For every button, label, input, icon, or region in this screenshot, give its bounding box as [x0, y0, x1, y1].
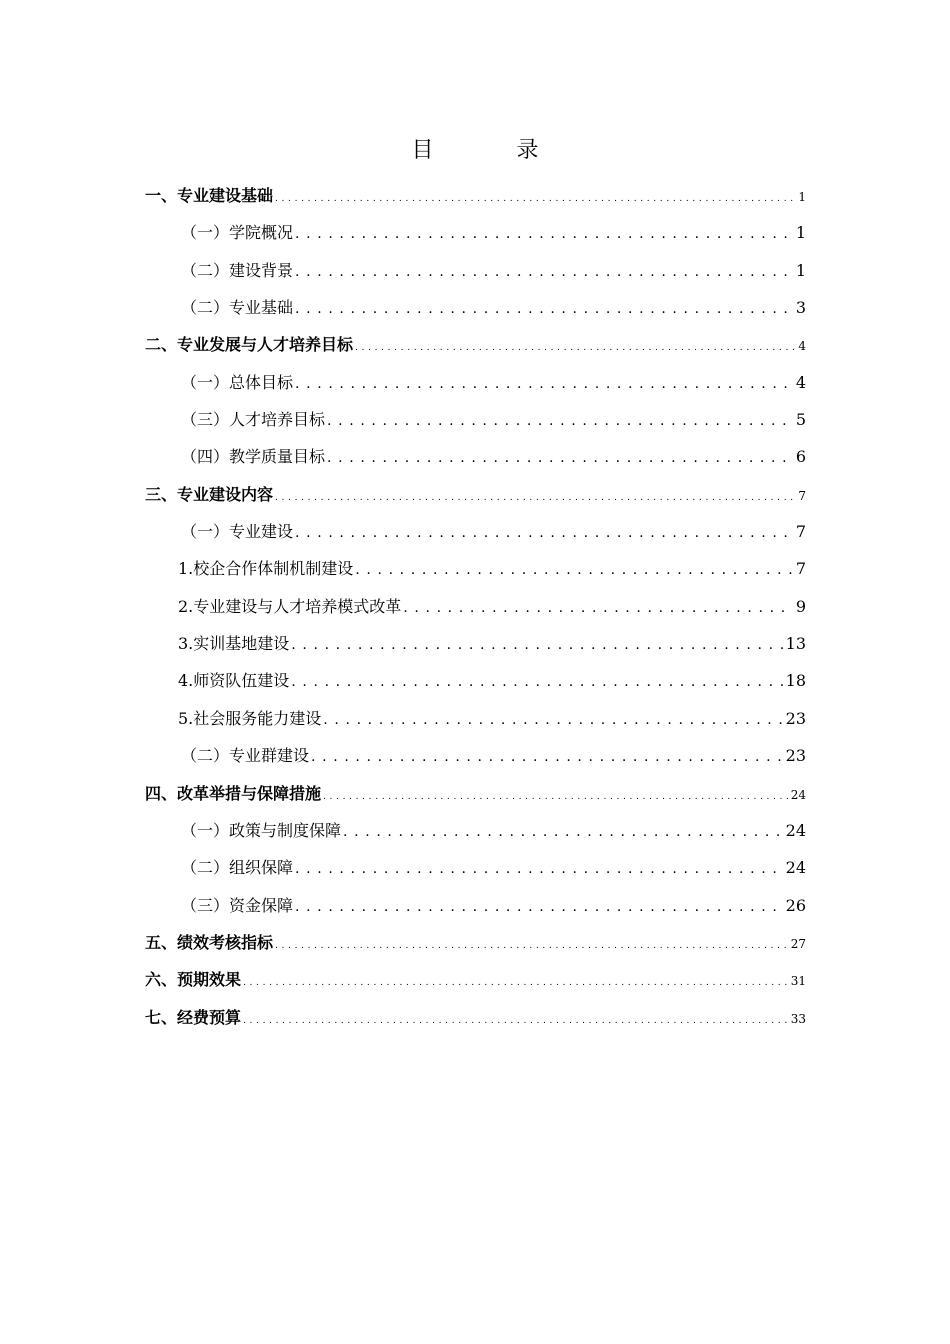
dot-leader — [295, 889, 783, 926]
toc-entry-page: 1 — [795, 223, 806, 243]
toc-entry-label: 一、专业建设基础 — [145, 186, 274, 205]
toc-entry-label: 四、改革举措与保障措施 — [145, 783, 322, 803]
dot-leader — [295, 366, 793, 403]
toc-entry-label: 4.师资队伍建设 — [178, 671, 290, 691]
dot-leader — [275, 928, 788, 965]
toc-entry[interactable] — [145, 513, 806, 550]
toc-entry-page: 23 — [785, 708, 806, 728]
dot-leader — [243, 965, 788, 1002]
toc-entry[interactable] — [145, 364, 806, 401]
toc-entry[interactable] — [145, 177, 806, 214]
dot-leader — [355, 330, 795, 367]
toc-entry-label: 2.专业建设与人才培养模式改革 — [178, 596, 402, 616]
dot-leader — [243, 1003, 788, 1040]
toc-entry-label: （三）人才培养目标 — [181, 410, 326, 430]
toc-entry[interactable] — [145, 588, 806, 625]
toc-entry-page: 27 — [790, 936, 806, 951]
toc-entry[interactable] — [145, 700, 806, 737]
toc-entry[interactable] — [145, 438, 806, 475]
toc-entry-page: 5 — [795, 410, 806, 430]
toc-entry[interactable] — [145, 214, 806, 251]
toc-entry[interactable] — [145, 252, 806, 289]
toc-entry-page: 24 — [790, 787, 806, 802]
toc-entry-page: 24 — [785, 858, 806, 878]
dot-leader — [275, 480, 795, 517]
dot-leader — [343, 814, 783, 851]
dot-leader — [295, 216, 793, 253]
toc-entry-label: 七、经费预算 — [145, 1007, 242, 1027]
toc-entry-page: 13 — [785, 634, 806, 654]
toc-entry-label: （一）政策与制度保障 — [181, 820, 342, 840]
toc-entry[interactable] — [145, 924, 806, 961]
toc-entry-page: 7 — [798, 488, 806, 503]
toc-entry[interactable] — [145, 401, 806, 438]
toc-entry-label: 3.实训基地建设 — [178, 634, 290, 654]
toc-entry-page: 26 — [785, 895, 806, 915]
toc-entry-label: （一）学院概况 — [181, 223, 294, 243]
toc-entry-page: 4 — [795, 372, 806, 392]
toc-entry-label: 1.校企合作体制机制建设 — [178, 559, 354, 579]
toc-entry-label: （二）建设背景 — [181, 260, 294, 280]
toc-entry-page: 9 — [795, 596, 806, 616]
dot-leader — [327, 403, 793, 440]
dot-leader — [403, 590, 793, 627]
dot-leader — [295, 291, 793, 328]
dot-leader — [323, 779, 788, 816]
dot-leader — [327, 440, 793, 477]
toc-entry-page: 3 — [795, 298, 806, 318]
toc-entry[interactable] — [145, 662, 806, 699]
toc-entry-label: （三）资金保障 — [181, 895, 294, 915]
toc-entry-page: 18 — [785, 671, 806, 691]
toc-entry-label: （一）总体目标 — [181, 372, 294, 392]
toc-entry-label: （四）教学质量目标 — [181, 447, 326, 467]
toc-entry-page: 24 — [785, 820, 806, 840]
dot-leader — [295, 515, 793, 552]
toc-entry-label: 三、专业建设内容 — [145, 484, 274, 504]
toc-entry-page: 1 — [795, 260, 806, 280]
dot-leader — [323, 702, 782, 739]
toc-entry-label: 五、绩效考核指标 — [145, 932, 274, 952]
dot-leader — [291, 627, 782, 664]
toc-entry-label: 二、专业发展与人才培养目标 — [145, 335, 354, 355]
toc-entry[interactable] — [145, 476, 806, 513]
toc-entry-page: 23 — [785, 746, 806, 766]
toc-entry-label: （一）专业建设 — [181, 522, 294, 542]
toc-entry-page: 6 — [795, 447, 806, 467]
table-of-contents — [145, 177, 806, 1036]
toc-entry[interactable] — [145, 326, 806, 363]
toc-entry-page: 7 — [795, 522, 806, 542]
toc-entry[interactable] — [145, 999, 806, 1036]
toc-entry[interactable] — [145, 849, 806, 886]
toc-entry-page: 7 — [795, 559, 806, 579]
dot-leader — [355, 552, 793, 589]
toc-entry-label: 5.社会服务能力建设 — [178, 708, 322, 728]
dot-leader — [291, 664, 782, 701]
toc-entry[interactable] — [145, 887, 806, 924]
dot-leader — [295, 254, 793, 291]
toc-entry-label: （二）专业群建设 — [181, 746, 310, 766]
dot-leader — [275, 181, 795, 218]
toc-entry[interactable] — [145, 625, 806, 662]
toc-entry[interactable] — [145, 961, 806, 998]
toc-entry-page: 1 — [798, 190, 806, 204]
toc-entry-label: （二）组织保障 — [181, 858, 294, 878]
toc-entry[interactable] — [145, 289, 806, 326]
toc-entry[interactable] — [145, 812, 806, 849]
toc-entry[interactable] — [145, 737, 806, 774]
toc-entry[interactable] — [145, 550, 806, 587]
toc-entry-label: （二）专业基础 — [181, 298, 294, 318]
dot-leader — [311, 739, 783, 776]
toc-title: 目 录 — [411, 138, 577, 163]
toc-entry-page: 4 — [798, 339, 806, 354]
toc-entry-page: 31 — [790, 974, 806, 989]
toc-entry-page: 33 — [790, 1011, 806, 1026]
toc-entry-label: 六、预期效果 — [145, 970, 242, 990]
dot-leader — [295, 851, 783, 888]
toc-entry[interactable] — [145, 775, 806, 812]
